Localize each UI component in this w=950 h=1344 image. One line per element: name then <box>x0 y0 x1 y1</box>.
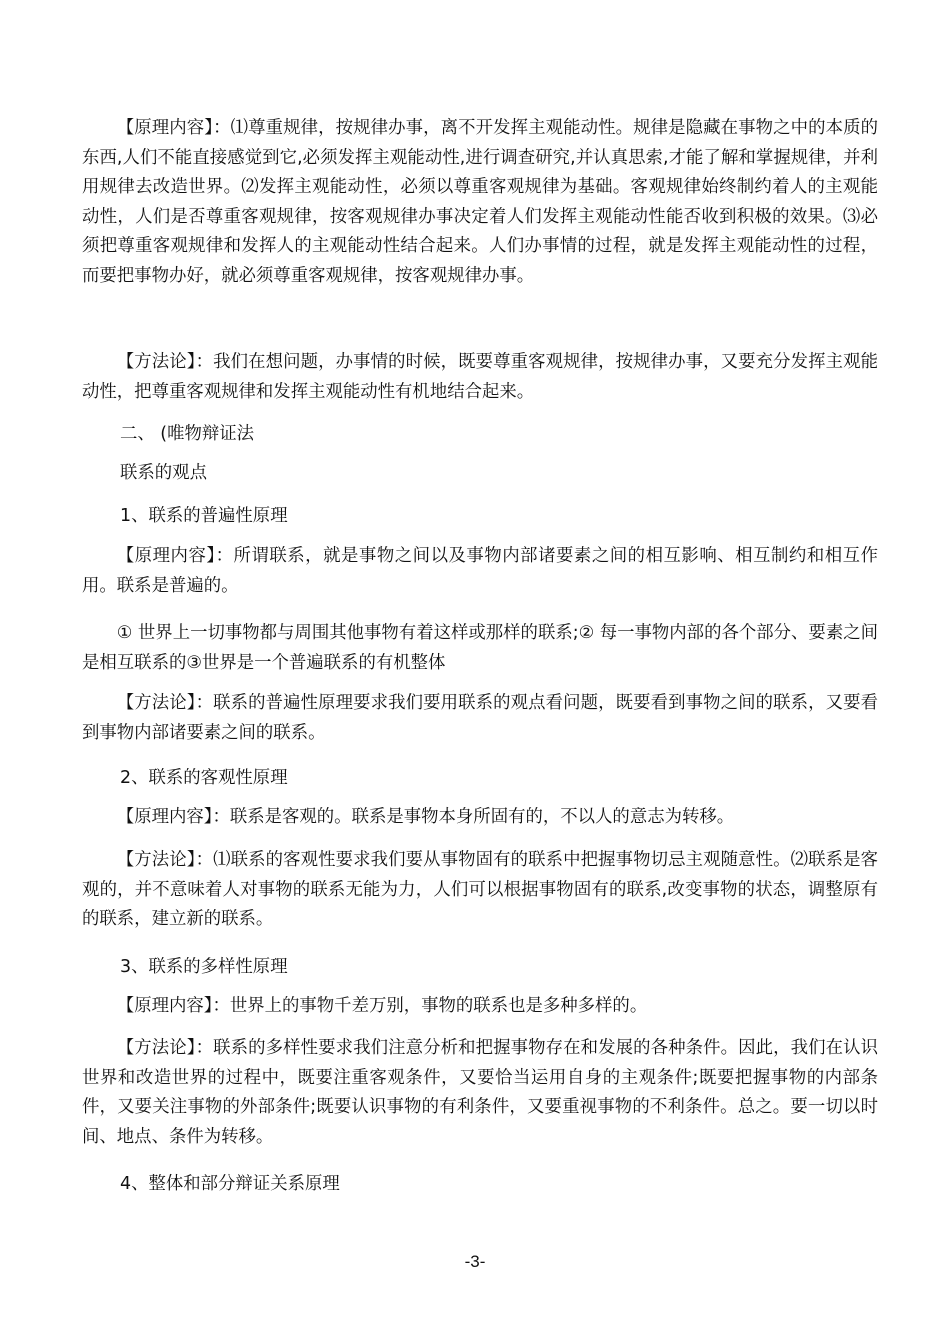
paragraph-universality-method: 【方法论】：联系的普遍性原理要求我们要用联系的观点看问题，既要看到事物之间的联系，又要看到事物内部诸要素之间的联系。 <box>82 693 878 743</box>
paragraph-methodology: 【方法论】：我们在想问题，办事情的时候，既要尊重客观规律，按规律办事，又要充分发挥主观能动性，把尊重客观规律和发挥主观能动性有机地结合起来。 <box>82 352 878 402</box>
paragraph-principle-content: 【原理内容】：⑴尊重规律，按规律办事，离不开发挥主观能动性。规律是隐藏在事物之中的本质的东西,人们不能直接感觉到它,必须发挥主观能动性,进行调查研究,并认真思索,才能了解和掌握规律，并利用规律去改造世界。⑵发挥主观能动性，必须以尊重客观规律为基础。客观规律始终制约着人的主观能动性，人们是否尊重客观规律，按客观规律办事决定着人们发挥主观能动性能否收到积极的效果。⑶必须把尊重客观规律和发挥人的主观能动性结合起来。人们办事情的过程，就是发挥主观能动性的过程，而要把事物办好，就必须尊重客观规律，按客观规律办事。 <box>82 118 878 286</box>
paragraph-diversity-method: 【方法论】：联系的多样性要求我们注意分析和把握事物存在和发展的各种条件。因此，我们在认识世界和改造世界的过程中，既要注重客观条件，又要恰当运用自身的主观条件;既要把握事物的内部条件，又要关注事物的外部条件;既要认识事物的有利条件，又要重视事物的不利条件。总之。要一切以时间、地点、条件为转移。 <box>82 1038 878 1147</box>
paragraph-diversity-content: 【原理内容】：世界上的事物千差万别，事物的联系也是多种多样的。 <box>116 996 648 1016</box>
heading-whole-part: 4、整体和部分辩证关系原理 <box>120 1174 340 1194</box>
paragraph-universality-content: 【原理内容】：所谓联系，就是事物之间以及事物内部诸要素之间的相互影响、相互制约和相互作用。联系是普遍的。 <box>82 546 878 596</box>
section-heading-dialectics: 二、 (唯物辩证法 <box>120 424 255 444</box>
heading-objectivity: 2、联系的客观性原理 <box>120 768 288 788</box>
paragraph-objectivity-method: 【方法论】：⑴联系的客观性要求我们要从事物固有的联系中把握事物切忌主观随意性。⑵联系是客观的，并不意味着人对事物的联系无能为力，人们可以根据事物固有的联系,改变事物的状态，调整原有的联系，建立新的联系。 <box>82 850 878 929</box>
heading-diversity: 3、联系的多样性原理 <box>120 957 288 977</box>
paragraph-universality-points: ① 世界上一切事物都与周围其他事物有着这样或那样的联系;② 每一事物内部的各个部分、要素之间是相互联系的③世界是一个普遍联系的有机整体 <box>82 623 878 673</box>
page-number: -3- <box>464 1252 486 1271</box>
subheading-connection-view: 联系的观点 <box>120 463 207 483</box>
paragraph-objectivity-content: 【原理内容】：联系是客观的。联系是事物本身所固有的，不以人的意志为转移。 <box>116 807 735 827</box>
heading-universality: 1、联系的普遍性原理 <box>120 506 288 526</box>
